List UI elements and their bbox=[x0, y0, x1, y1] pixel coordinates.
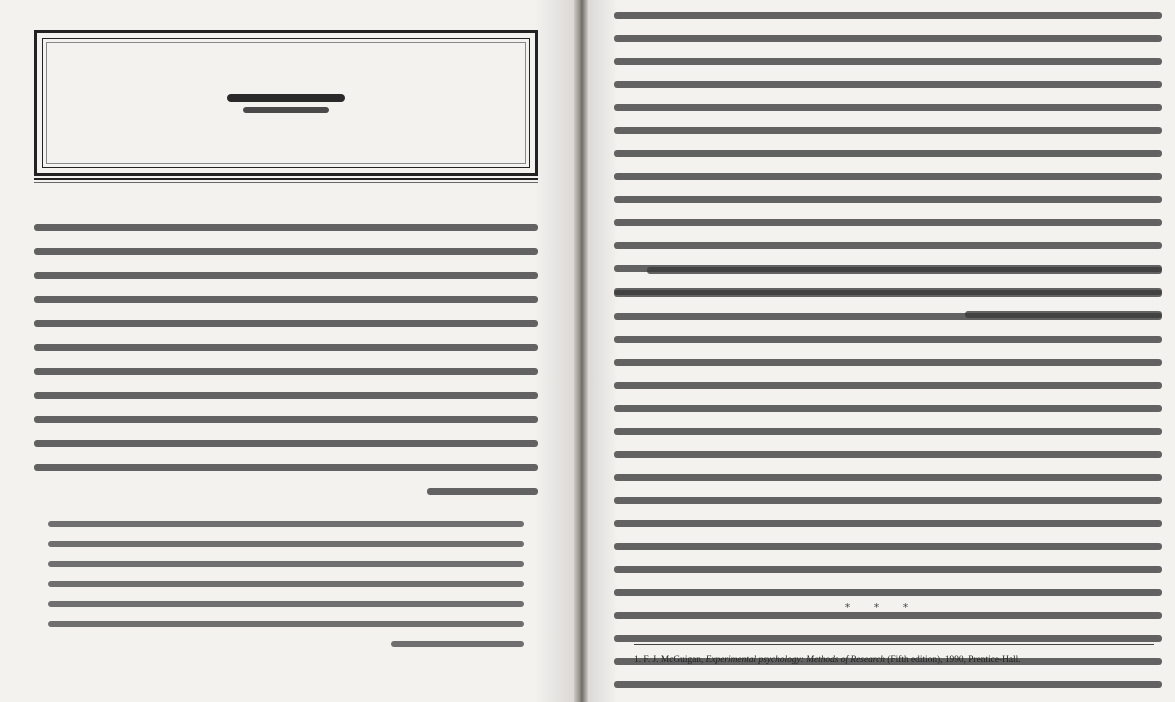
text-line bbox=[614, 173, 1162, 180]
text-line bbox=[614, 382, 1162, 389]
text-line bbox=[614, 58, 1162, 65]
text-line bbox=[34, 296, 538, 303]
text-line bbox=[34, 344, 538, 351]
left-body-text bbox=[34, 224, 538, 495]
text-line bbox=[614, 543, 1162, 550]
text-line bbox=[48, 601, 524, 607]
text-line bbox=[614, 520, 1162, 527]
text-line bbox=[34, 320, 538, 327]
text-line bbox=[647, 267, 1162, 274]
left-page bbox=[0, 0, 574, 702]
section-ornament: * * * bbox=[844, 601, 919, 614]
text-line bbox=[614, 681, 1162, 688]
text-line bbox=[614, 566, 1162, 573]
text-line bbox=[34, 224, 538, 231]
text-line bbox=[614, 451, 1162, 458]
title-box bbox=[34, 30, 538, 176]
text-line bbox=[614, 359, 1162, 366]
text-line bbox=[614, 290, 1162, 297]
text-line bbox=[614, 104, 1162, 111]
text-line bbox=[614, 242, 1162, 249]
text-line bbox=[34, 440, 538, 447]
title-rule bbox=[34, 178, 538, 180]
text-line bbox=[34, 272, 538, 279]
text-line bbox=[614, 127, 1162, 134]
text-line bbox=[614, 313, 1162, 320]
title-line bbox=[243, 107, 329, 113]
text-line bbox=[48, 581, 524, 587]
title-line bbox=[227, 94, 345, 102]
text-line bbox=[34, 248, 538, 255]
text-line bbox=[614, 497, 1162, 504]
text-line bbox=[614, 405, 1162, 412]
footnote-rest: (Fifth edition), 1990, Prentice-Hall. bbox=[887, 655, 1021, 665]
text-line bbox=[34, 416, 538, 423]
footnote-title: Experimental psychology: Methods of Research bbox=[705, 655, 885, 665]
right-page bbox=[588, 0, 1175, 702]
text-line bbox=[614, 589, 1162, 596]
text-line bbox=[614, 35, 1162, 42]
text-line bbox=[614, 196, 1162, 203]
text-line bbox=[34, 392, 538, 399]
book-gutter bbox=[574, 0, 588, 702]
footnote-number: 1. bbox=[634, 655, 642, 665]
text-line bbox=[614, 12, 1162, 19]
text-line bbox=[614, 81, 1162, 88]
text-line bbox=[614, 150, 1162, 157]
text-line bbox=[614, 428, 1162, 435]
footnote-author: F. J. McGuigan, bbox=[643, 655, 704, 665]
text-line bbox=[614, 219, 1162, 226]
text-line bbox=[614, 336, 1162, 343]
text-line bbox=[48, 561, 524, 567]
text-line bbox=[614, 474, 1162, 481]
text-line bbox=[34, 464, 538, 471]
left-quote-text bbox=[48, 521, 524, 647]
chapter-title bbox=[227, 94, 345, 113]
text-line bbox=[48, 541, 524, 547]
text-line bbox=[391, 641, 524, 647]
footnote bbox=[634, 655, 1154, 665]
title-rule bbox=[34, 182, 538, 183]
text-line bbox=[48, 621, 524, 627]
text-line bbox=[48, 521, 524, 527]
right-body-text-2 bbox=[614, 267, 1162, 702]
text-line bbox=[614, 635, 1162, 642]
footnote-rule bbox=[634, 644, 1154, 645]
text-line bbox=[427, 488, 538, 495]
text-line bbox=[34, 368, 538, 375]
